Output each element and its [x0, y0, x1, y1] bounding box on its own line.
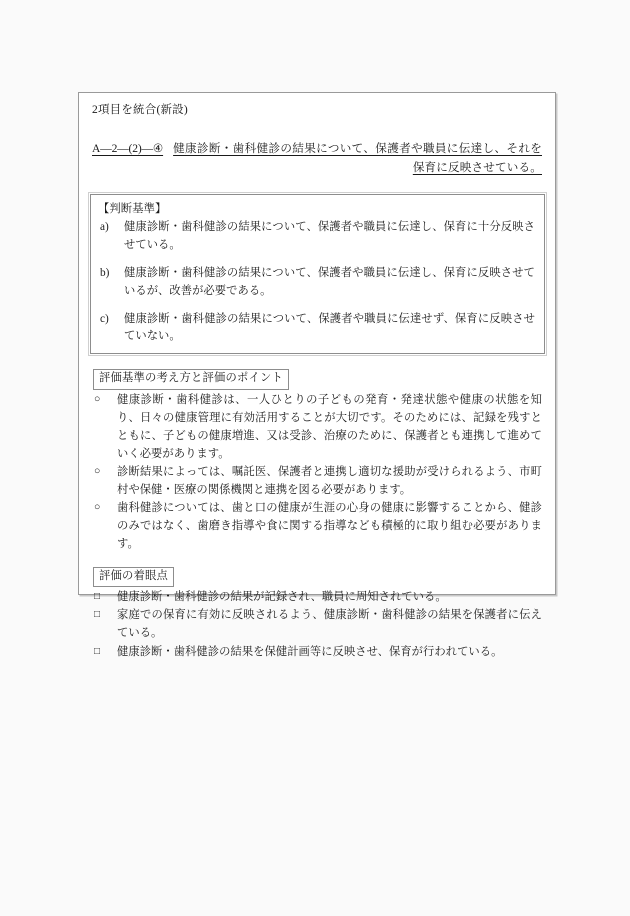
- focus-points-label: 評価の着眼点: [93, 567, 174, 587]
- list-item-text: 歯科健診については、歯と口の健康が生涯の心身の健康に影響することから、健診のみではなく、歯磨き指導や食に関する指導なども積極的に取り組む必要があります。: [117, 501, 542, 550]
- criteria-text: 健康診断・歯科健診の結果について、保護者や職員に伝達し、保育に十分反映させている。: [124, 221, 535, 252]
- list-item: [93, 391, 542, 463]
- circle-bullet-icon: ○: [94, 465, 101, 477]
- list-item: [93, 643, 542, 661]
- heading-text: 健康診断・歯科健診の結果について、保護者や職員に伝達し、それを保育に反映させている。: [173, 142, 542, 175]
- list-item-text: 健康診断・歯科健診は、一人ひとりの子どもの発育・発達状態や健康の状態を知り、日々の健康管理に有効活用することが大切です。そのためには、記録を残すとともに、子どもの健康増進、又は受診、治療のために、保護者とも連携して進めていく必要があります。: [117, 393, 542, 460]
- circle-bullet-icon: ○: [94, 501, 101, 513]
- square-checkbox-icon: □: [94, 609, 101, 621]
- criteria-marker: a): [100, 221, 109, 234]
- heading-code: A—2—(2)—④: [92, 142, 164, 156]
- evaluation-points-section: [93, 368, 542, 553]
- list-item: [93, 606, 542, 642]
- criteria-item-a: [98, 219, 535, 255]
- list-item-text: 家庭での保育に有効に反映されるよう、健康診断・歯科健診の結果を保護者に伝えている。: [117, 609, 542, 640]
- list-item: [93, 499, 542, 553]
- focus-points-list: [93, 588, 542, 660]
- criteria-item-c: [98, 311, 535, 347]
- evaluation-points-label: 評価基準の考え方と評価のポイント: [93, 369, 289, 389]
- judgment-criteria-box: [90, 194, 545, 354]
- criteria-text: 健康診断・歯科健診の結果について、保護者や職員に伝達し、保育に反映させているが、改善が必要である。: [124, 266, 535, 297]
- circle-bullet-icon: ○: [94, 393, 101, 405]
- list-item: [93, 463, 542, 499]
- revision-note: 2項目を統合(新設): [92, 104, 188, 116]
- list-item-text: 健康診断・歯科健診の結果を保健計画等に反映させ、保育が行われている。: [117, 645, 503, 658]
- square-checkbox-icon: □: [94, 645, 101, 657]
- list-item-text: 健康診断・歯科健診の結果が記録され、職員に周知されている。: [117, 591, 447, 604]
- criteria-marker: b): [100, 266, 110, 279]
- criteria-item-b: [98, 265, 535, 301]
- criteria-text: 健康診断・歯科健診の結果について、保護者や職員に伝達せず、保育に反映させていない。: [124, 312, 535, 343]
- list-item: [93, 588, 542, 606]
- square-checkbox-icon: □: [94, 591, 101, 603]
- focus-points-section: [93, 566, 542, 661]
- section-heading: [92, 140, 542, 178]
- list-item-text: 診断結果によっては、嘱託医、保護者と連携し適切な援助が受けられるよう、市町村や保健・医療の関係機関と連携を図る必要があります。: [117, 465, 542, 496]
- evaluation-points-list: [93, 391, 542, 554]
- judgment-criteria-title: 【判断基準】: [98, 202, 167, 215]
- criteria-marker: c): [100, 312, 109, 325]
- document-frame: [78, 92, 556, 658]
